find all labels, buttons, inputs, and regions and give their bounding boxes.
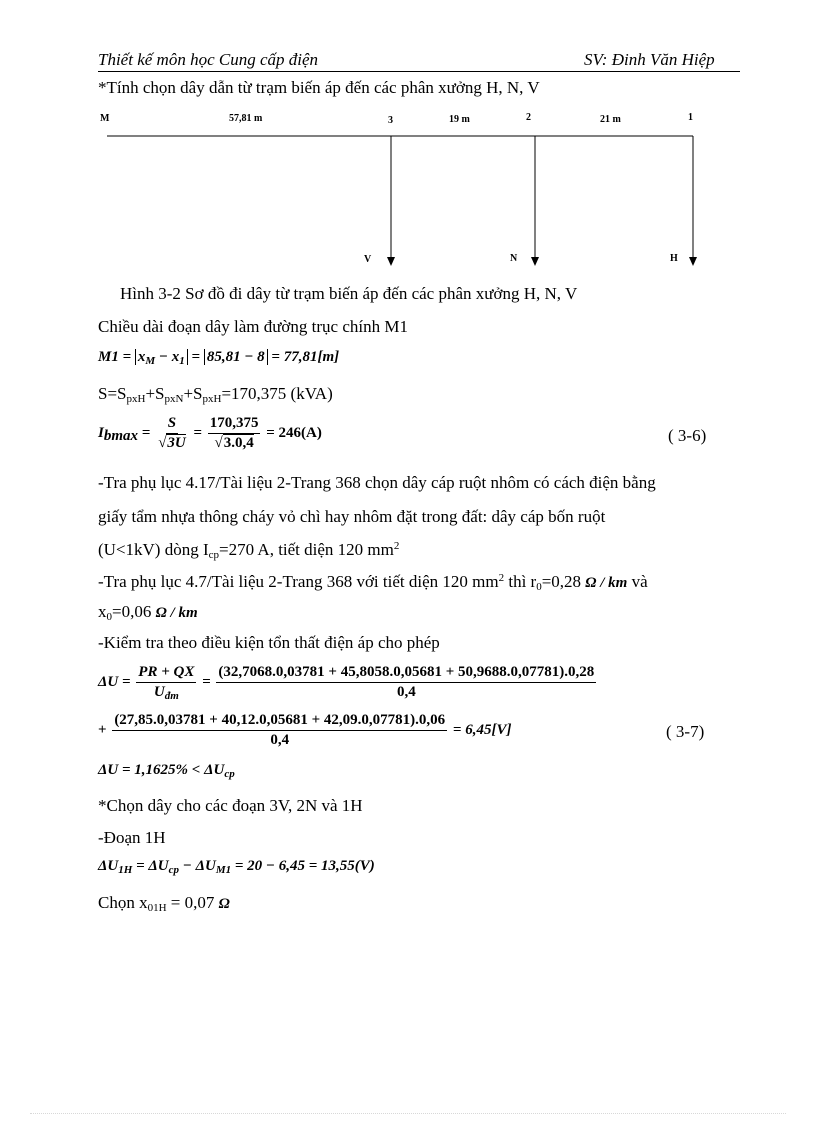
equation-du-1h: $\Delta U_{1H} = \Delta U_{cp} - \Delta U_{M1} = 20 - 6,45 = 13,55(V)$ bbox=[98, 858, 375, 876]
wiring-diagram bbox=[0, 100, 816, 275]
equation-m1 bbox=[98, 349, 339, 366]
unit-ohm: Ω bbox=[218, 896, 230, 912]
m1-length-text: Chiều dài đoạn dây làm đường trục chính M1 bbox=[98, 317, 408, 336]
equation-s: $S=S_{pxH}+S_{pxN}+S_{pxH}=170,375$ (kVA) bbox=[98, 384, 333, 405]
frac-du-values-2: $\frac{(27,85.0,03781 + 40,12.0,05681 + 42,09.0,07781).0,06}{0,4}$ bbox=[114, 712, 446, 748]
eq-m1-abs1: $x_M - x_1$ bbox=[135, 349, 188, 365]
label-m: M bbox=[100, 113, 110, 124]
arrow-v-icon bbox=[387, 257, 395, 266]
frac-pr-qx: $\frac{PR + QX}{U_{đm}}$ bbox=[138, 664, 195, 702]
choose-segments-text: *Chọn dây cho các đoạn 3V, 2N và 1H bbox=[98, 796, 363, 815]
eq-m1-lhs: M1 = bbox=[98, 349, 135, 365]
frac-du-values-1: $\frac{(32,7068.0,03781 + 45,8058.0,05681 + 50,9688.0,07781).0,28}{0,4}$ bbox=[218, 664, 595, 700]
eq-label-3-6: ( 3-6) bbox=[668, 426, 707, 445]
para2-line2: $x_0=0,06$ Ω / km bbox=[98, 602, 198, 623]
label-seg-21: 21 m bbox=[600, 114, 621, 125]
choose-x-text: Chọn $x_{01H} = 0,07$ Ω bbox=[98, 893, 230, 914]
frac-value: $\frac{170,375}{√3.0,4}$ bbox=[209, 415, 259, 451]
arrow-h-icon bbox=[689, 257, 697, 266]
para3-text: -Kiểm tra theo điều kiện tổn thất điện áp cho phép bbox=[98, 633, 440, 652]
para1-line3: (U<1kV) dòng $I_{cp}=270$ A, tiết diện 120 $mm^2$ bbox=[98, 540, 400, 561]
figure-caption: Hình 3-2 Sơ đồ đi dây từ trạm biến áp đến các phân xưởng H, N, V bbox=[120, 284, 578, 303]
eq-m1-abs2: 85,81 − 8 bbox=[204, 349, 268, 365]
header-left: Thiết kế môn học Cung cấp điện bbox=[98, 50, 319, 69]
equation-ibmax: $I_{bmax}$ = $\frac{S}{√3U}$ = $\frac{170,375}{√3.0,4}$ = 246(A) bbox=[98, 415, 322, 451]
label-seg-32: 19 m bbox=[449, 114, 470, 125]
page-bottom-border bbox=[30, 1113, 786, 1114]
equation-du-line3: $\Delta U = 1,1625\% < \Delta U_{cp}$ bbox=[98, 762, 235, 780]
header-rule bbox=[98, 71, 740, 72]
para1-line1: -Tra phụ lục 4.17/Tài liệu 2-Trang 368 chọn dây cáp ruột nhôm có cách điện bằng bbox=[98, 473, 656, 492]
unit-ohm-km: Ω / km bbox=[585, 575, 628, 591]
label-out-n: N bbox=[510, 253, 518, 264]
equation-du-line2: + $\frac{(27,85.0,03781 + 40,12.0,05681 + 42,09.0,07781).0,06}{0,4}$ = 6,45[V] bbox=[98, 712, 512, 748]
label-node1: 1 bbox=[688, 112, 693, 123]
intro-text: *Tính chọn dây dẫn từ trạm biến áp đến các phân xưởng H, N, V bbox=[98, 78, 540, 97]
label-node2: 2 bbox=[526, 112, 531, 123]
arrow-n-icon bbox=[531, 257, 539, 266]
para1-line2: giấy tẩm nhựa thông cháy vỏ chì hay nhôm đặt trong đất: dây cáp bốn ruột bbox=[98, 507, 606, 526]
eq-m1-mid: = bbox=[187, 349, 204, 365]
equation-du-line1: ΔU = $\frac{PR + QX}{U_{đm}}$ = $\frac{(32,7068.0,03781 + 45,8058.0,05681 + 50,9688.0,07781).0,28}{0,4}$ bbox=[98, 664, 595, 702]
label-out-v: V bbox=[364, 254, 372, 265]
label-out-h: H bbox=[670, 253, 678, 264]
eq-m1-rhs: = 77,81[m] bbox=[267, 349, 340, 365]
para2-line1: -Tra phụ lục 4.7/Tài liệu 2-Trang 368 với tiết diện 120 $mm^2$ thì $r_0=0,28$ Ω / km và bbox=[98, 572, 648, 593]
label-seg-m3: 57,81 m bbox=[229, 113, 263, 124]
eq-label-3-7: ( 3-7) bbox=[666, 722, 705, 741]
header-right: SV: Đinh Văn Hiệp bbox=[584, 50, 715, 69]
unit-ohm-km-2: Ω / km bbox=[155, 605, 198, 621]
label-node3: 3 bbox=[388, 115, 393, 126]
segment-1h-heading: -Đoạn 1H bbox=[98, 828, 166, 847]
frac-s-over-sqrt3u: $\frac{S}{√3U}$ bbox=[158, 415, 186, 451]
